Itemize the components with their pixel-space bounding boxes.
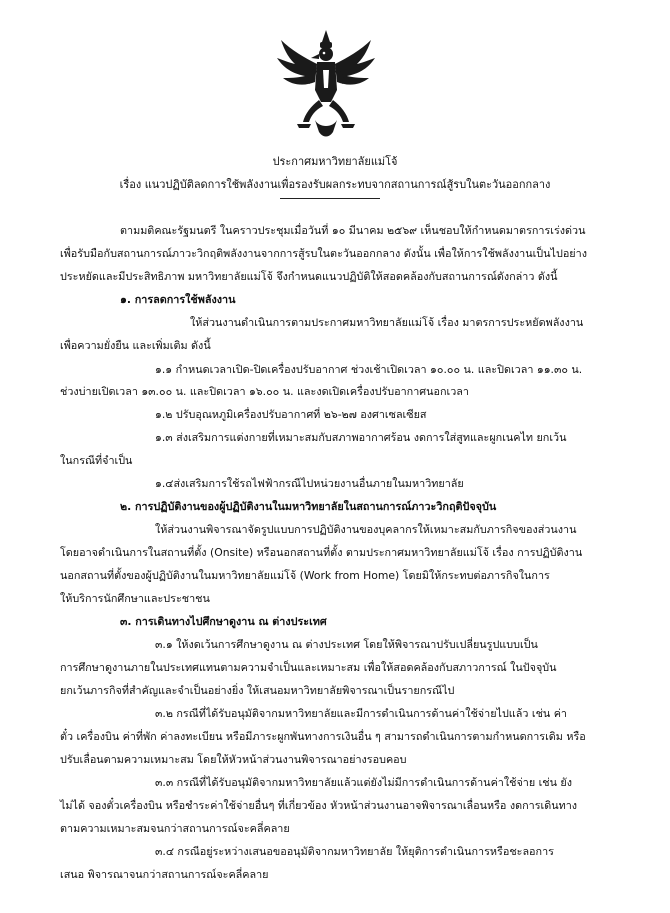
announcement-org: ประกาศมหาวิทยาลัยแม่โจ้ (272, 155, 398, 168)
header-divider (280, 198, 380, 199)
list-item: ช่วงบ่ายเปิดเวลา ๑๓.๐๐ น. และปิดเวลา ๑๖.๐๐ น. และงดเปิดเครื่องปรับอากาศนอกเวลา (60, 385, 469, 398)
list-item: ตามความเหมาะสมจนกว่าสถานการณ์จะคลี่คลาย (60, 822, 290, 835)
list-item: ไม่ได้ จองตั๋วเครื่องบิน หรือชำระค่าใช้จ่ายอื่นๆ ที่เกี่ยวข้อง หัวหน้าส่วนงานอาจพิจารณาเลื่อนหรือ งดการเดินทาง (60, 799, 578, 812)
list-item: ปรับเลื่อนตามความเหมาะสม โดยให้หัวหน้าส่วนงานพิจารณาอย่างรอบคอบ (60, 753, 407, 766)
list-item: ๓.๔ กรณีอยู่ระหว่างเสนอขออนุมัติจากมหาวิทยาลัย ให้ยุติการดำเนินการหรือชะลอการ (155, 845, 554, 858)
section-heading: ๓. การเดินทางไปศึกษาดูงาน ณ ต่างประเทศ (120, 615, 327, 628)
list-item: ๓.๓ กรณีที่ได้รับอนุมัติจากมหาวิทยาลัยแล้วแต่ยังไม่มีการดำเนินการด้านค่าใช้จ่าย เช่น ยัง (155, 776, 573, 789)
list-item: เสนอ พิจารณาจนกว่าสถานการณ์จะคลี่คลาย (60, 868, 269, 881)
list-item: ๑.๑ กำหนดเวลาเปิด-ปิดเครื่องปรับอากาศ ช่วงเช้าเปิดเวลา ๑๐.๐๐ น. และปิดเวลา ๑๑.๓๐ น. (155, 363, 583, 376)
list-item: ในกรณีที่จำเป็น (60, 454, 133, 467)
garuda-emblem-icon (275, 28, 377, 140)
list-item: ตั๋ว เครื่องบิน ค่าที่พัก ค่าลงทะเบียน หรือมีภาระผูกพันทางการเงินอื่น ๆ สามารถดำเนินการตามกำหนดการเดิม หรือ (60, 730, 586, 743)
paragraph-line: ให้ส่วนงานพิจารณาจัดรูปแบบการปฏิบัติงานของบุคลากรให้เหมาะสมกับภารกิจของส่วนงาน (155, 523, 577, 536)
intro-line: ตามมติคณะรัฐมนตรี ในคราวประชุมเมื่อวันที่ ๑๐ มีนาคม ๒๕๖๙ เห็นชอบให้กำหนดมาตรการเร่งด่วน (120, 224, 586, 237)
list-item: ๓.๑ ให้งดเว้นการศึกษาดูงาน ณ ต่างประเทศ โดยให้พิจารณาปรับเปลี่ยนรูปแบบเป็น (155, 638, 538, 651)
announcement-subject: เรื่อง แนวปฏิบัติลดการใช้พลังงานเพื่อรองรับผลกระทบจากสถานการณ์สู้รบในตะวันออกกลาง (119, 178, 551, 191)
list-item: ๑.๔ส่งเสริมการใช้รถไฟฟ้ากรณีไปหน่วยงานอื่นภายในมหาวิทยาลัย (155, 477, 464, 490)
list-item: การศึกษาดูงานภายในประเทศแทนตามความจำเป็นและเหมาะสม เพื่อให้สอดคล้องกับสภาวการณ์ ในปัจจุบัน (60, 661, 557, 674)
list-item: ๑.๒ ปรับอุณหภูมิเครื่องปรับอากาศที่ ๒๖-๒๗ องศาเซลเซียส (155, 408, 427, 421)
list-item: ๑.๓ ส่งเสริมการแต่งกายที่เหมาะสมกับสภาพอากาศร้อน งดการใส่สูทและผูกเนคไท ยกเว้น (155, 431, 567, 444)
paragraph-line: นอกสถานที่ตั้งของผู้ปฏิบัติงานในมหาวิทยาลัยแม่โจ้ (Work from Home) โดยมิให้กระทบต่อภารกิจในการ (60, 569, 550, 582)
intro-line: เพื่อรับมือกับสถานการณ์ภาวะวิกฤติพลังงานจากการสู้รบในตะวันออกกลาง ดังนั้น เพื่อให้การใช้พลังงานเป็นไปอย่าง (60, 247, 587, 260)
section-heading: ๒. การปฏิบัติงานของผู้ปฏิบัติงานในมหาวิทยาลัยในสถานการณ์ภาวะวิกฤติปัจจุบัน (120, 500, 497, 513)
intro-line: ประหยัดและมีประสิทธิภาพ มหาวิทยาลัยแม่โจ้ จึงกำหนดแนวปฏิบัติให้สอดคล้องกับสถานการณ์ดังกล่าว ดังนี้ (60, 270, 558, 283)
list-item: ยกเว้นภารกิจที่สำคัญและจำเป็นอย่างยิ่ง ให้เสนอมหาวิทยาลัยพิจารณาเป็นรายกรณีไป (60, 684, 455, 697)
paragraph-line: ให้ส่วนงานดำเนินการตามประกาศมหาวิทยาลัยแม่โจ้ เรื่อง มาตรการประหยัดพลังงาน (190, 316, 584, 329)
paragraph-line: ให้บริการนักศึกษาและประชาชน (60, 592, 210, 605)
paragraph-line: โดยอาจดำเนินการในสถานที่ตั้ง (Onsite) หรือนอกสถานที่ตั้ง ตามประกาศมหาวิทยาลัยแม่โจ้ เรื่อง การปฏิบัติงาน (60, 546, 583, 559)
section-heading: ๑. การลดการใช้พลังงาน (120, 293, 236, 306)
paragraph-line: เพื่อความยั่งยืน และเพิ่มเติม ดังนี้ (60, 339, 211, 352)
list-item: ๓.๒ กรณีที่ได้รับอนุมัติจากมหาวิทยาลัยและมีการดำเนินการด้านค่าใช้จ่ายไปแล้ว เช่น ค่า (155, 707, 567, 720)
